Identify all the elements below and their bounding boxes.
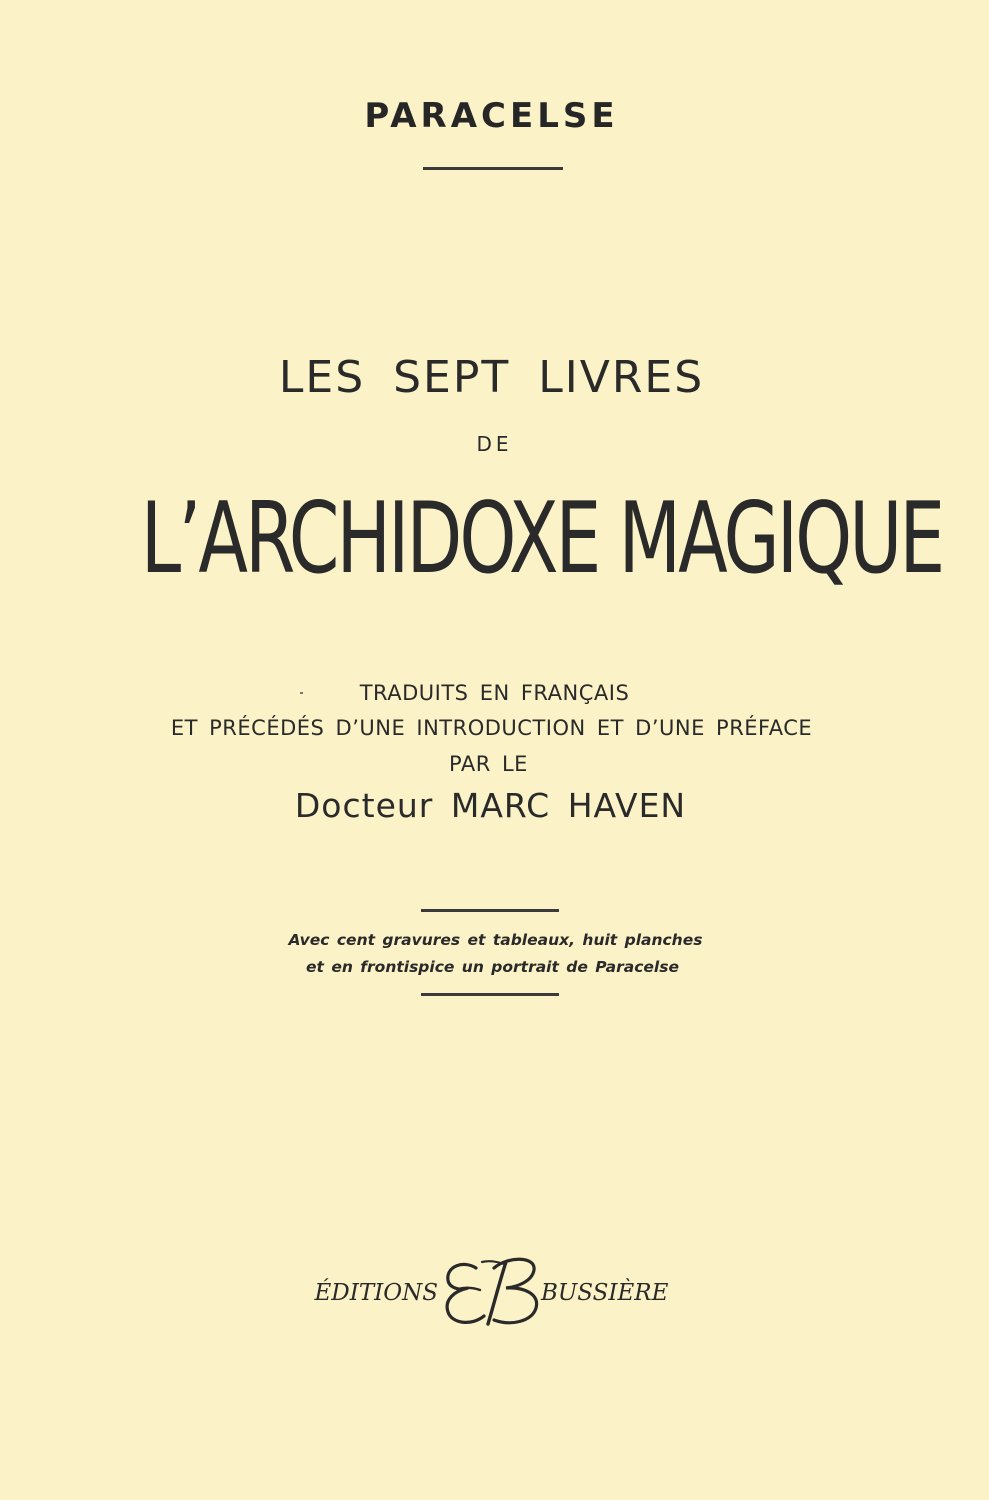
translation-line-2: ET PRÉCÉDÉS D’UNE INTRODUCTION ET D’UNE PRÉFACE — [170, 716, 813, 740]
author-name: PARACELSE — [364, 96, 619, 136]
main-title — [0, 482, 989, 596]
title-line-1: LES SEPT LIVRES — [278, 352, 705, 403]
top-divider — [423, 167, 563, 170]
translation-line-1: TRADUITS EN FRANÇAIS — [359, 681, 630, 705]
translation-line-3: PAR LE — [449, 752, 528, 776]
bottom-divider — [421, 993, 559, 996]
title-connector: DE — [476, 432, 513, 456]
illustration-note-line-2: et en frontispice un portrait de Paracelse — [306, 958, 679, 976]
publisher-name-left: ÉDITIONS — [314, 1280, 438, 1306]
translator-name: Docteur MARC HAVEN — [294, 786, 687, 825]
publisher-monogram-logo — [436, 1254, 548, 1330]
illustration-note-line-1: Avec cent gravures et tableaux, huit planches — [288, 931, 703, 949]
main-title-text: L’ARCHIDOXE MAGIQUE — [140, 482, 943, 596]
publisher-imprint — [0, 1254, 989, 1334]
middle-divider — [421, 909, 559, 912]
publisher-name-right: BUSSIÈRE — [541, 1280, 669, 1306]
